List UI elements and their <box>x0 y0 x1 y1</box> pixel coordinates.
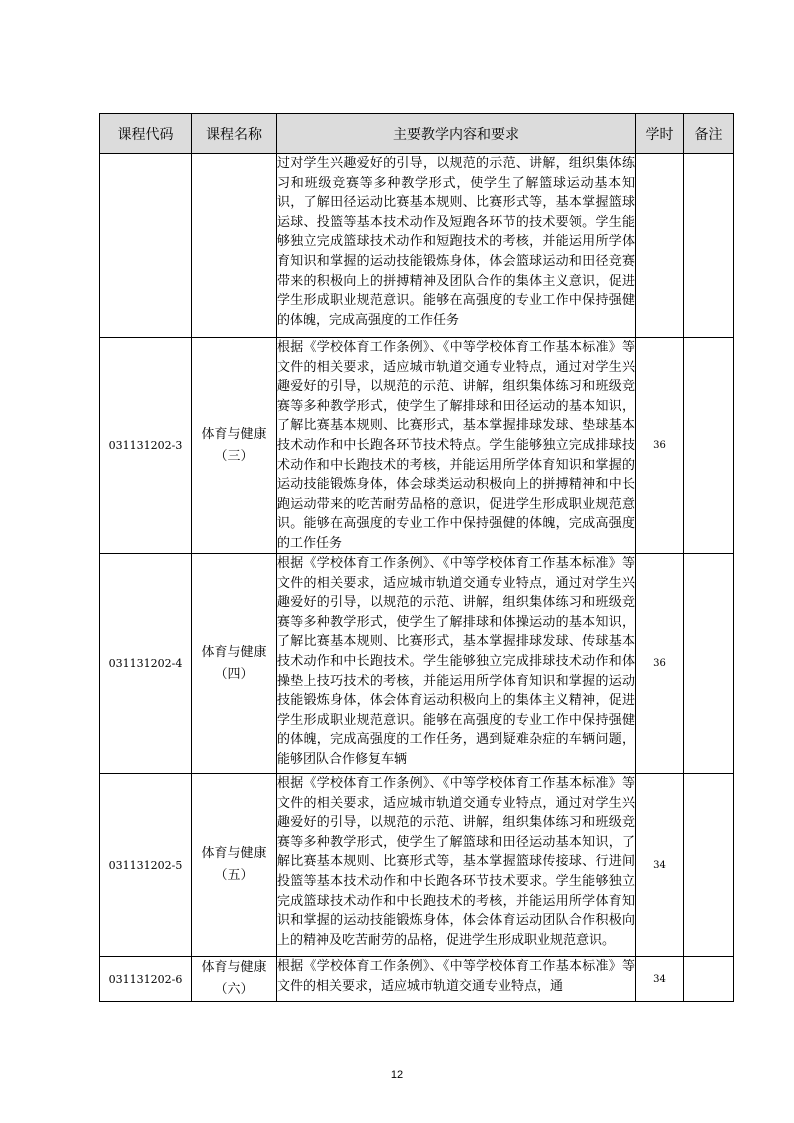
course-content-text: 过对学生兴趣爱好的引导，以规范的示范、讲解，组织集体练习和班级竞赛等多种教学形式，使学生了解篮球运动基本知识，了解田径运动比赛基本规则、比赛形式等，基本掌握篮球运球、投篮等基本技术动作及短跑各环节的技术要领。学生能够独立完成篮球技术动作和短跑技术的考核，并能运用所学体育知识和掌握的运动技能锻炼身体，体会篮球运动和田径竞赛带来的积极向上的拼搏精神及团队合作的集体主义意识，促进学生形成职业规范意识。能够在高强度的专业工作中保持强健的体魄，完成高强度的工作任务 <box>277 156 635 328</box>
course-name-line2: （四） <box>214 666 254 682</box>
course-content <box>277 774 636 957</box>
table-row <box>100 554 734 774</box>
course-name <box>192 154 277 338</box>
course-remark <box>684 338 734 554</box>
header-content: 主要教学内容和要求 <box>277 114 636 154</box>
course-code: 031131202-3 <box>100 338 192 554</box>
course-code: 031131202-4 <box>100 554 192 774</box>
course-hours: 34 <box>636 957 684 1002</box>
header-remark: 备注 <box>684 114 734 154</box>
course-content <box>277 154 636 338</box>
header-course-name: 课程名称 <box>192 114 277 154</box>
course-remark <box>684 957 734 1002</box>
page-number: 12 <box>390 1069 404 1081</box>
course-name-line2: （五） <box>214 868 254 883</box>
course-name <box>192 554 277 774</box>
header-hours: 学时 <box>636 114 684 154</box>
course-name <box>192 774 277 957</box>
course-content-text: 根据《学校体育工作条例》、《中等学校体育工作基本标准》等文件的相关要求，适应城市轨道交通专业特点，通 <box>277 959 635 994</box>
course-name-line1: 体育与健康 <box>201 960 267 975</box>
course-content-text: 根据《学校体育工作条例》、《中等学校体育工作基本标准》等文件的相关要求，适应城市轨道交通专业特点，通过对学生兴趣爱好的引导，以规范的示范、讲解，组织集体练习和班级竞赛等多种教学形式，使学生了解篮球和田径运动基本知识，了解比赛基本规则、比赛形式等，基本掌握篮球传接球、行进间投篮等基本技术动作和中长跑各环节技术要求。学生能够独立完成篮球技术动作和中长跑技术的考核，并能运用所学体育知识和掌握的运动技能锻炼身体，体会体育运动团队合作积极向上的精神及吃苦耐劳的品格，促进学生形成职业规范意识。 <box>277 776 635 948</box>
course-content <box>277 957 636 1002</box>
course-name-line1: 体育与健康 <box>201 846 267 861</box>
course-content-text: 根据《学校体育工作条例》、《中等学校体育工作基本标准》等文件的相关要求，适应城市轨道交通专业特点，通过对学生兴趣爱好的引导，以规范的示范、讲解，组织集体练习和班级竞赛等多种教学形式，使学生了解排球和体操运动的基本知识，了解比赛基本规则、比赛形式，基本掌握排球发球、传球基本技术动作和中长跑技术。学生能够独立完成排球技术动作和体操垫上技巧技术的考核，并能运用所学体育知识和掌握的运动技能锻炼身体，体会体育运动积极向上的集体主义精神，促进学生形成职业规范意识。能够在高强度的专业工作中保持强健的体魄，完成高强度的工作任务，遇到疑难杂症的车辆问题，能够团队合作修复车辆 <box>277 556 635 767</box>
course-hours: 36 <box>636 338 684 554</box>
course-remark <box>684 154 734 338</box>
course-hours <box>636 154 684 338</box>
table-row <box>100 957 734 1002</box>
table-row <box>100 154 734 338</box>
course-name-line1: 体育与健康 <box>201 426 267 442</box>
table-header-row <box>100 114 734 154</box>
course-content-text: 根据《学校体育工作条例》、《中等学校体育工作基本标准》等文件的相关要求，适应城市轨道交通专业特点，通过对学生兴趣爱好的引导，以规范的示范、讲解，组织集体练习和班级竞赛等多种教学形式，使学生了解排球和田径运动的基本知识，了解比赛基本规则、比赛形式，基本掌握排球发球、垫球基本技术动作和中长跑各环节技术特点。学生能够独立完成排球技术动作和中长跑技术的考核，并能运用所学体育知识和掌握的运动技能锻炼身体，体会球类运动积极向上的拼搏精神和中长跑运动带来的吃苦耐劳品格的意识，促进学生形成职业规范意识。能够在高强度的专业工作中保持强健的体魄，完成高强度的工作任务 <box>277 340 635 551</box>
course-content <box>277 338 636 554</box>
table-row <box>100 338 734 554</box>
course-name-line2: （三） <box>214 448 254 464</box>
course-remark <box>684 554 734 774</box>
course-content <box>277 554 636 774</box>
course-name-line2: （六） <box>214 982 254 997</box>
course-code <box>100 154 192 338</box>
header-course-code: 课程代码 <box>100 114 192 154</box>
course-table <box>99 113 734 1002</box>
course-remark <box>684 774 734 957</box>
course-code: 031131202-6 <box>100 957 192 1002</box>
course-hours: 34 <box>636 774 684 957</box>
course-name <box>192 957 277 1002</box>
course-code: 031131202-5 <box>100 774 192 957</box>
table-row <box>100 774 734 957</box>
course-name <box>192 338 277 554</box>
course-name-line1: 体育与健康 <box>201 644 267 660</box>
course-hours: 36 <box>636 554 684 774</box>
